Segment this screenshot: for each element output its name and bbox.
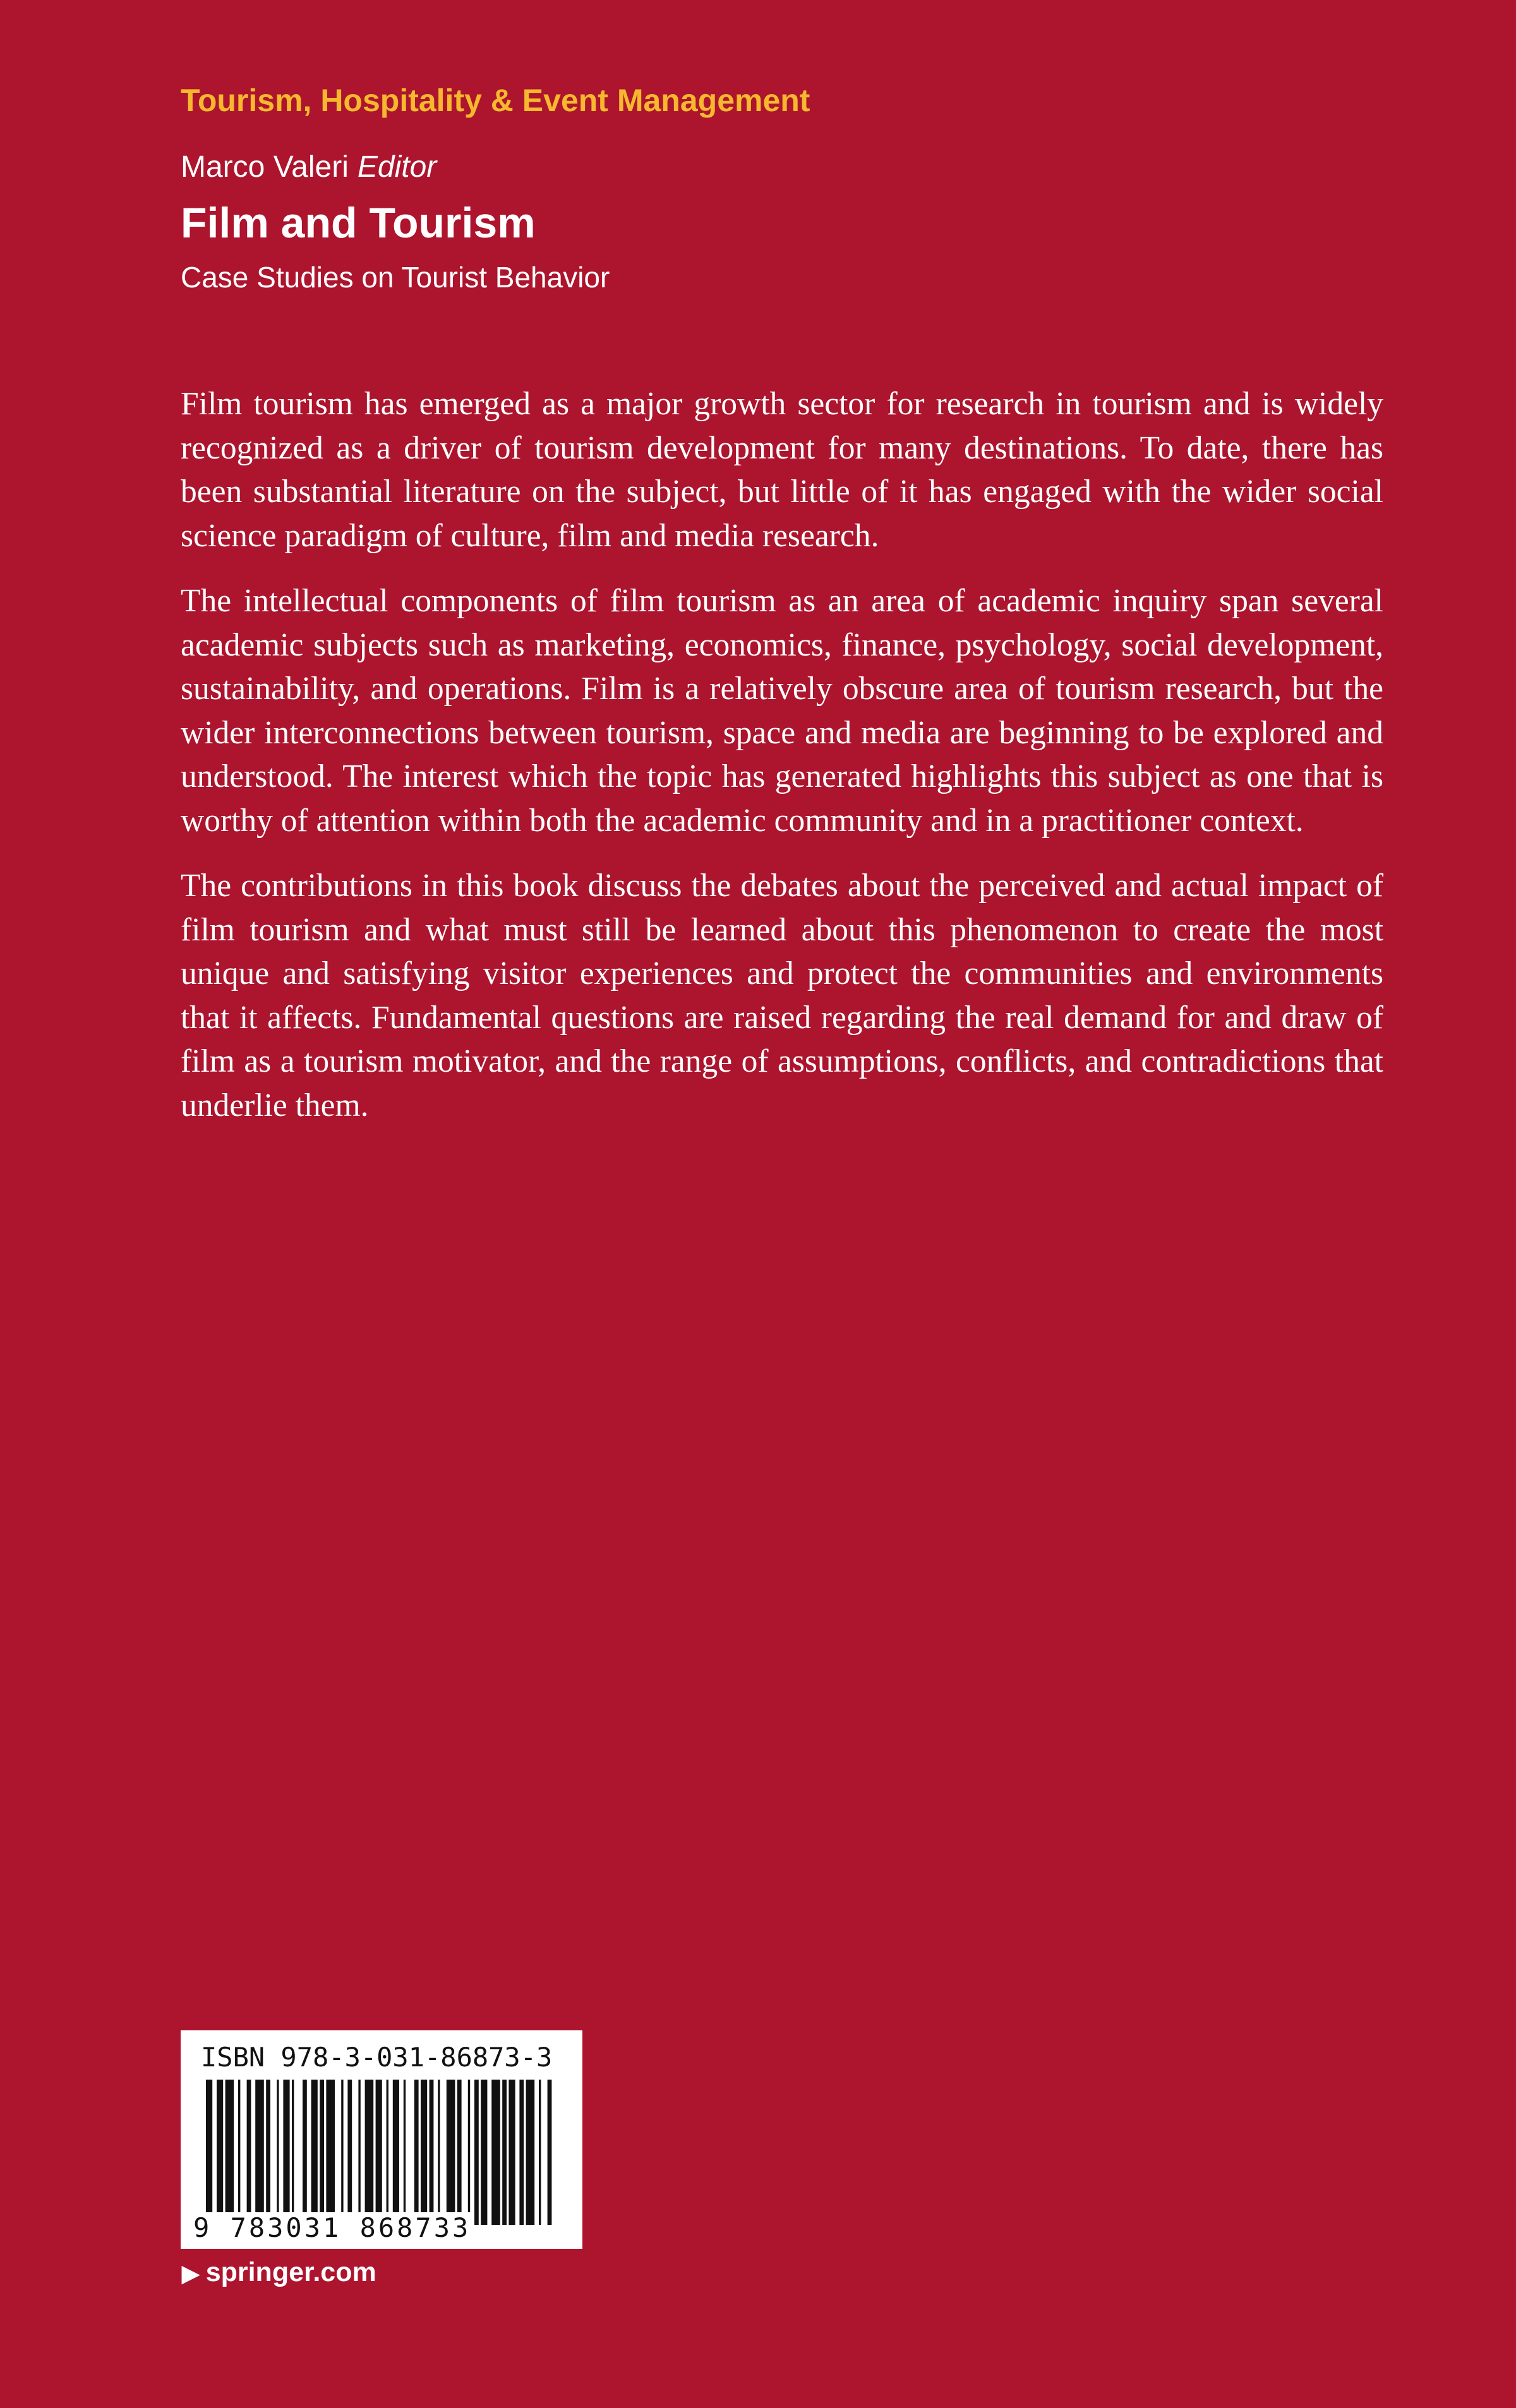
barcode-bar xyxy=(508,2080,515,2225)
editor-role: Editor xyxy=(357,150,437,184)
barcode-bar xyxy=(376,2080,382,2225)
barcode-bar xyxy=(311,2080,318,2225)
isbn-label: ISBN 978-3-031-86873-3 xyxy=(201,2042,553,2073)
barcode-bar xyxy=(548,2080,552,2225)
book-title: Film and Tourism xyxy=(181,199,536,247)
barcode-bar xyxy=(341,2080,343,2225)
barcode-bar xyxy=(502,2080,507,2225)
barcode-bar xyxy=(347,2080,352,2225)
barcode-bar xyxy=(491,2080,500,2225)
barcode-bar xyxy=(539,2080,541,2225)
barcode-bar xyxy=(206,2080,212,2225)
barcode-bar xyxy=(326,2080,335,2225)
barcode-bars xyxy=(206,2080,560,2225)
blurb-paragraph: The contributions in this book discuss the debates about the perceived and actual impact of film tourism and what must still be learned about this phenomenon to create the most unique and satisfying visitor experiences and protect the communities and environments that it affects. Fundamental questions are raised regarding the real demand for and draw of film as a tourism motivator, and the range of assumptions, conflicts, and contradictions that underlie them. xyxy=(181,868,1383,1123)
barcode-bar xyxy=(226,2080,234,2225)
barcode-bar xyxy=(481,2080,487,2225)
barcode-bar xyxy=(283,2080,289,2225)
barcode-bar xyxy=(404,2080,406,2225)
website-label: springer.com xyxy=(205,2257,376,2287)
barcode-bar xyxy=(468,2080,470,2225)
barcode-bar xyxy=(526,2080,535,2225)
barcode-bar xyxy=(255,2080,264,2225)
barcode-bar xyxy=(393,2080,399,2225)
barcode-box xyxy=(181,2030,582,2249)
barcode-bar xyxy=(247,2080,251,2225)
series-name: Tourism, Hospitality & Event Management xyxy=(181,83,810,118)
editor-line xyxy=(181,150,436,184)
blurb xyxy=(181,382,1383,1149)
barcode-bar xyxy=(447,2080,455,2225)
barcode-bar xyxy=(430,2080,434,2225)
barcode-bar xyxy=(292,2080,294,2225)
barcode-bar xyxy=(421,2080,427,2225)
blurb-paragraph: The intellectual components of film tourism as an area of academic inquiry span several academic subjects such as marketing, economics, finance, psychology, social development, sustainability, and operations. Film is a relatively obscure area of tourism research, but the wider interconnections between tourism, space and media are beginning to be explored and understood. The interest which the topic has generated highlights this subject as one that is worthy of attention within both the academic community and in a practitioner context. xyxy=(181,583,1383,839)
editor-name: Marco Valeri xyxy=(181,150,349,184)
barcode-bar xyxy=(266,2080,270,2225)
publisher-website xyxy=(182,2257,376,2288)
barcode-bar xyxy=(320,2080,324,2225)
barcode-bar xyxy=(303,2080,307,2225)
barcode-bar xyxy=(387,2080,388,2225)
barcode-bar xyxy=(457,2080,462,2225)
ean-digits: 9 783031 868733 xyxy=(193,2212,471,2243)
barcode-bar xyxy=(414,2080,419,2225)
arrow-right-icon: ▶ xyxy=(182,2260,200,2286)
barcode-bar xyxy=(365,2080,374,2225)
barcode-bar xyxy=(358,2080,360,2225)
barcode-bar xyxy=(238,2080,240,2225)
barcode-bar xyxy=(519,2080,524,2225)
barcode-bar xyxy=(438,2080,440,2225)
book-subtitle: Case Studies on Tourist Behavior xyxy=(181,261,610,294)
blurb-paragraph: Film tourism has emerged as a major growth sector for research in tourism and is widely recognized as a driver of tourism development for many destinations. To date, there has been substantial literature on the subject, but little of it has engaged with the wider social science paradigm of culture, film and media research. xyxy=(181,386,1383,554)
barcode-bar xyxy=(217,2080,223,2225)
barcode-bar xyxy=(474,2080,479,2225)
barcode-bar xyxy=(277,2080,279,2225)
